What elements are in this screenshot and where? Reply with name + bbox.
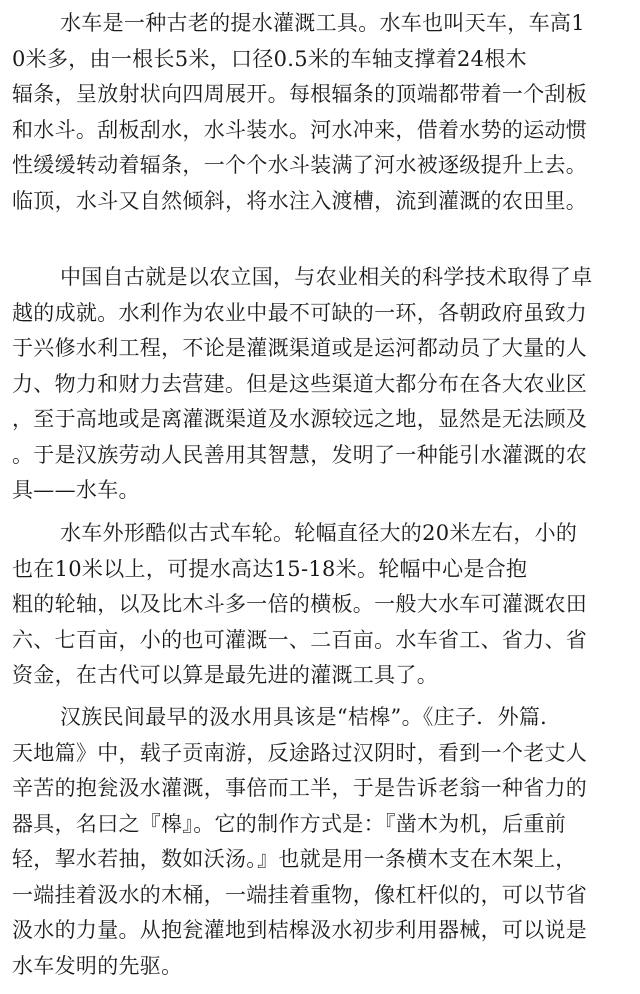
- text-line: 粗的轮轴，以及比木斗多一倍的横板。一般大水车可灌溉农田: [12, 592, 588, 616]
- text-line: 也在10米以上，可提水高达15-18米。轮幅中心是合抱: [12, 556, 528, 581]
- text-line: 水车发明的先驱。: [12, 953, 183, 978]
- text-line: 辛苦的抱瓮汲水灌溉，事倍而工半，于是告诉老翁一种省力的: [12, 776, 588, 800]
- paragraph-waterwheel-intro: [0, 6, 640, 219]
- text-line: 0米多，由一根长5米，口径0.5米的车轴支撑着24根木: [12, 46, 527, 71]
- text-line: 水车是一种古老的提水灌溉工具。水车也叫天车，车高1: [60, 11, 585, 35]
- text-line: 水车外形酷似古式车轮。轮幅直径大的20米左右，小的: [60, 521, 578, 545]
- text-line: 辐条，呈放射状向四周展开。每根辐条的顶端都带着一个刮板: [12, 82, 588, 106]
- text-line: 汲水的力量。从抱瓮灌地到桔槔汲水初步利用器械，可以说是: [12, 918, 588, 942]
- paragraph-agriculture-history: [0, 260, 640, 509]
- paragraph-waterwheel-shape: [0, 516, 640, 694]
- text-line: 六、七百亩，小的也可灌溉一、二百亩。水车省工、省力、省: [12, 627, 588, 652]
- paragraph-jiegao-origin: [0, 700, 640, 984]
- text-line: 汉族民间最早的汲水用具该是“桔槔”。《庄子．外篇．: [60, 705, 562, 729]
- text-line: 资金，在古代可以算是最先进的灌溉工具了。: [12, 663, 438, 687]
- text-line: 天地篇》中，载子贡南游，反途路过汉阴时，看到一个老丈人: [12, 740, 588, 765]
- text-line: 越的成就。水利作为农业中最不可缺的一环，各朝政府虽致力: [12, 300, 588, 325]
- text-line: 器具，名曰之『槔』。它的制作方式是：『凿木为机，后重前: [12, 811, 567, 836]
- text-line: 。于是汉族劳动人民善用其智慧，发明了一种能引水灌溉的农: [12, 442, 588, 467]
- text-line: 临顶，水斗又自然倾斜，将水注入渡槽，流到灌溉的农田里。: [12, 188, 588, 213]
- text-line: 一端挂着汲水的木桶，一端挂着重物，像杠杆似的，可以节省: [12, 882, 588, 907]
- text-line: 力、物力和财力去营建。但是这些渠道大都分布在各大农业区: [12, 371, 588, 396]
- text-line: ，至于高地或是离灌溉渠道及水源较远之地，显然是无法顾及: [12, 407, 588, 431]
- text-line: 轻，挈水若抽，数如沃汤。』也就是用一条横木支在木架上，: [12, 847, 577, 871]
- text-line: 于兴修水利工程，不论是灌溉渠道或是运河都动员了大量的人: [12, 336, 588, 360]
- text-line: 性缓缓转动着辐条，一个个水斗装满了河水被逐级提升上去。: [12, 153, 588, 177]
- text-line: 中国自古就是以农立国，与农业相关的科学技术取得了卓: [60, 265, 593, 289]
- text-line: 和水斗。刮板刮水，水斗装水。河水冲来，借着水势的运动惯: [12, 117, 588, 142]
- text-line: 具——水车。: [12, 478, 140, 502]
